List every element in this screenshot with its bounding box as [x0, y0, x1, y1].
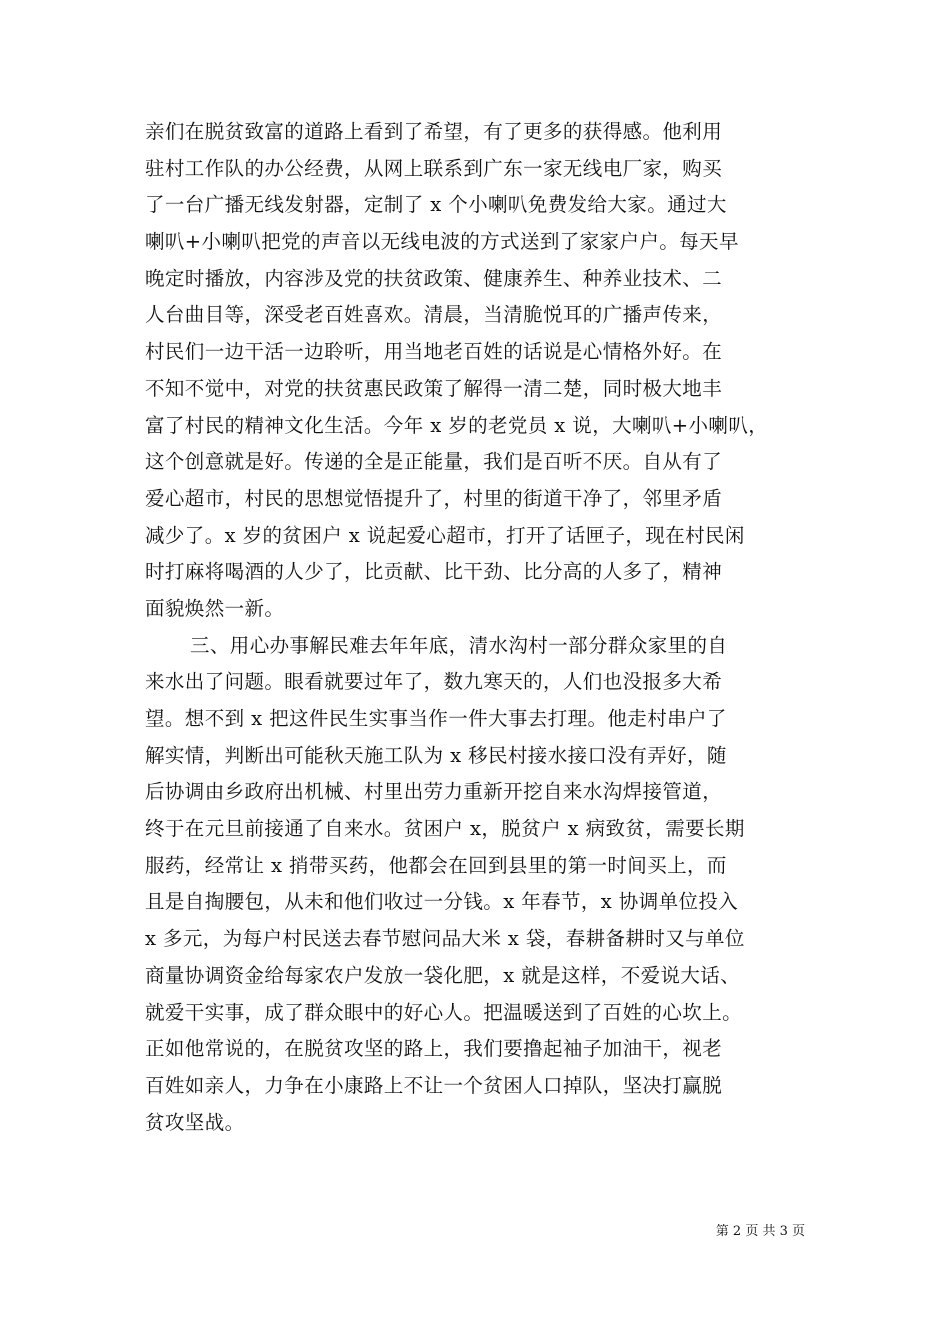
text-line: 减少了。x 岁的贫困户 x 说起爱心超市，打开了话匣子，现在村民闲	[145, 523, 745, 547]
text-line: 爱心超市，村民的思想觉悟提升了，村里的街道干净了，邻里矛盾	[145, 486, 723, 510]
text-line: 面貌焕然一新。	[145, 596, 285, 620]
text-line: 时打麻将喝酒的人少了，比贡献、比干劲、比分高的人多了，精神	[145, 560, 723, 584]
text-line: 终于在元旦前接通了自来水。贫困户 x，脱贫户 x 病致贫，需要长期	[145, 817, 745, 841]
text-line: 了一台广播无线发射器，定制了 x 个小喇叭免费发给大家。通过大	[145, 193, 727, 217]
text-line: 村民们一边干活一边聆听，用当地老百姓的话说是心情格外好。在	[145, 340, 723, 364]
paragraph	[145, 114, 810, 628]
document-body	[145, 114, 810, 1141]
text-line: 喇叭+小喇叭把党的声音以无线电波的方式送到了家家户户。每天早	[145, 230, 739, 254]
text-line: 晚定时播放，内容涉及党的扶贫政策、健康养生、种养业技术、二	[145, 266, 723, 290]
text-line: 且是自掏腰包，从未和他们收过一分钱。x 年春节，x 协调单位投入	[145, 890, 739, 914]
text-line: 贫攻坚战。	[145, 1110, 245, 1134]
text-line: 来水出了问题。眼看就要过年了，数九寒天的，人们也没报多大希	[145, 670, 723, 694]
text-line: 服药，经常让 x 捎带买药，他都会在回到县里的第一时间买上，而	[145, 853, 727, 877]
text-line: 富了村民的精神文化生活。今年 x 岁的老党员 x 说，大喇叭+小喇叭，	[145, 413, 769, 437]
text-line: 解实情，判断出可能秋天施工队为 x 移民村接水接口没有弄好，随	[145, 743, 727, 767]
text-line: 人台曲目等，深受老百姓喜欢。清晨，当清脆悦耳的广播声传来，	[145, 303, 723, 327]
text-line: x 多元，为每户村民送去春节慰问品大米 x 袋，春耕备耕时又与单位	[145, 927, 745, 951]
text-line: 就爱干实事，成了群众眼中的好心人。把温暖送到了百姓的心坎上。	[145, 1000, 743, 1024]
text-line: 亲们在脱贫致富的道路上看到了希望，有了更多的获得感。他利用	[145, 120, 723, 143]
text-line: 驻村工作队的办公经费，从网上联系到广东一家无线电厂家，购买	[145, 156, 723, 180]
text-line: 商量协调资金给每家农户发放一袋化肥，x 就是这样，不爱说大话、	[145, 963, 741, 987]
text-line: 正如他常说的，在脱贫攻坚的路上，我们要撸起袖子加油干，视老	[145, 1037, 723, 1061]
text-line: 百姓如亲人，力争在小康路上不让一个贫困人口掉队，坚决打赢脱	[145, 1073, 723, 1097]
text-line: 望。想不到 x 把这件民生实事当作一件大事去打理。他走村串户了	[145, 707, 727, 730]
text-line: 不知不觉中，对党的扶贫惠民政策了解得一清二楚，同时极大地丰	[145, 376, 723, 400]
text-line: 三、用心办事解民难去年年底，清水沟村一部分群众家里的自	[190, 633, 728, 657]
page-number-footer: 第 2 页 共 3 页	[715, 1224, 805, 1239]
text-line: 这个创意就是好。传递的全是正能量，我们是百听不厌。自从有了	[145, 450, 723, 474]
text-line: 后协调由乡政府出机械、村里出劳力重新开挖自来水沟焊接管道，	[145, 780, 723, 804]
paragraph	[145, 628, 810, 1142]
